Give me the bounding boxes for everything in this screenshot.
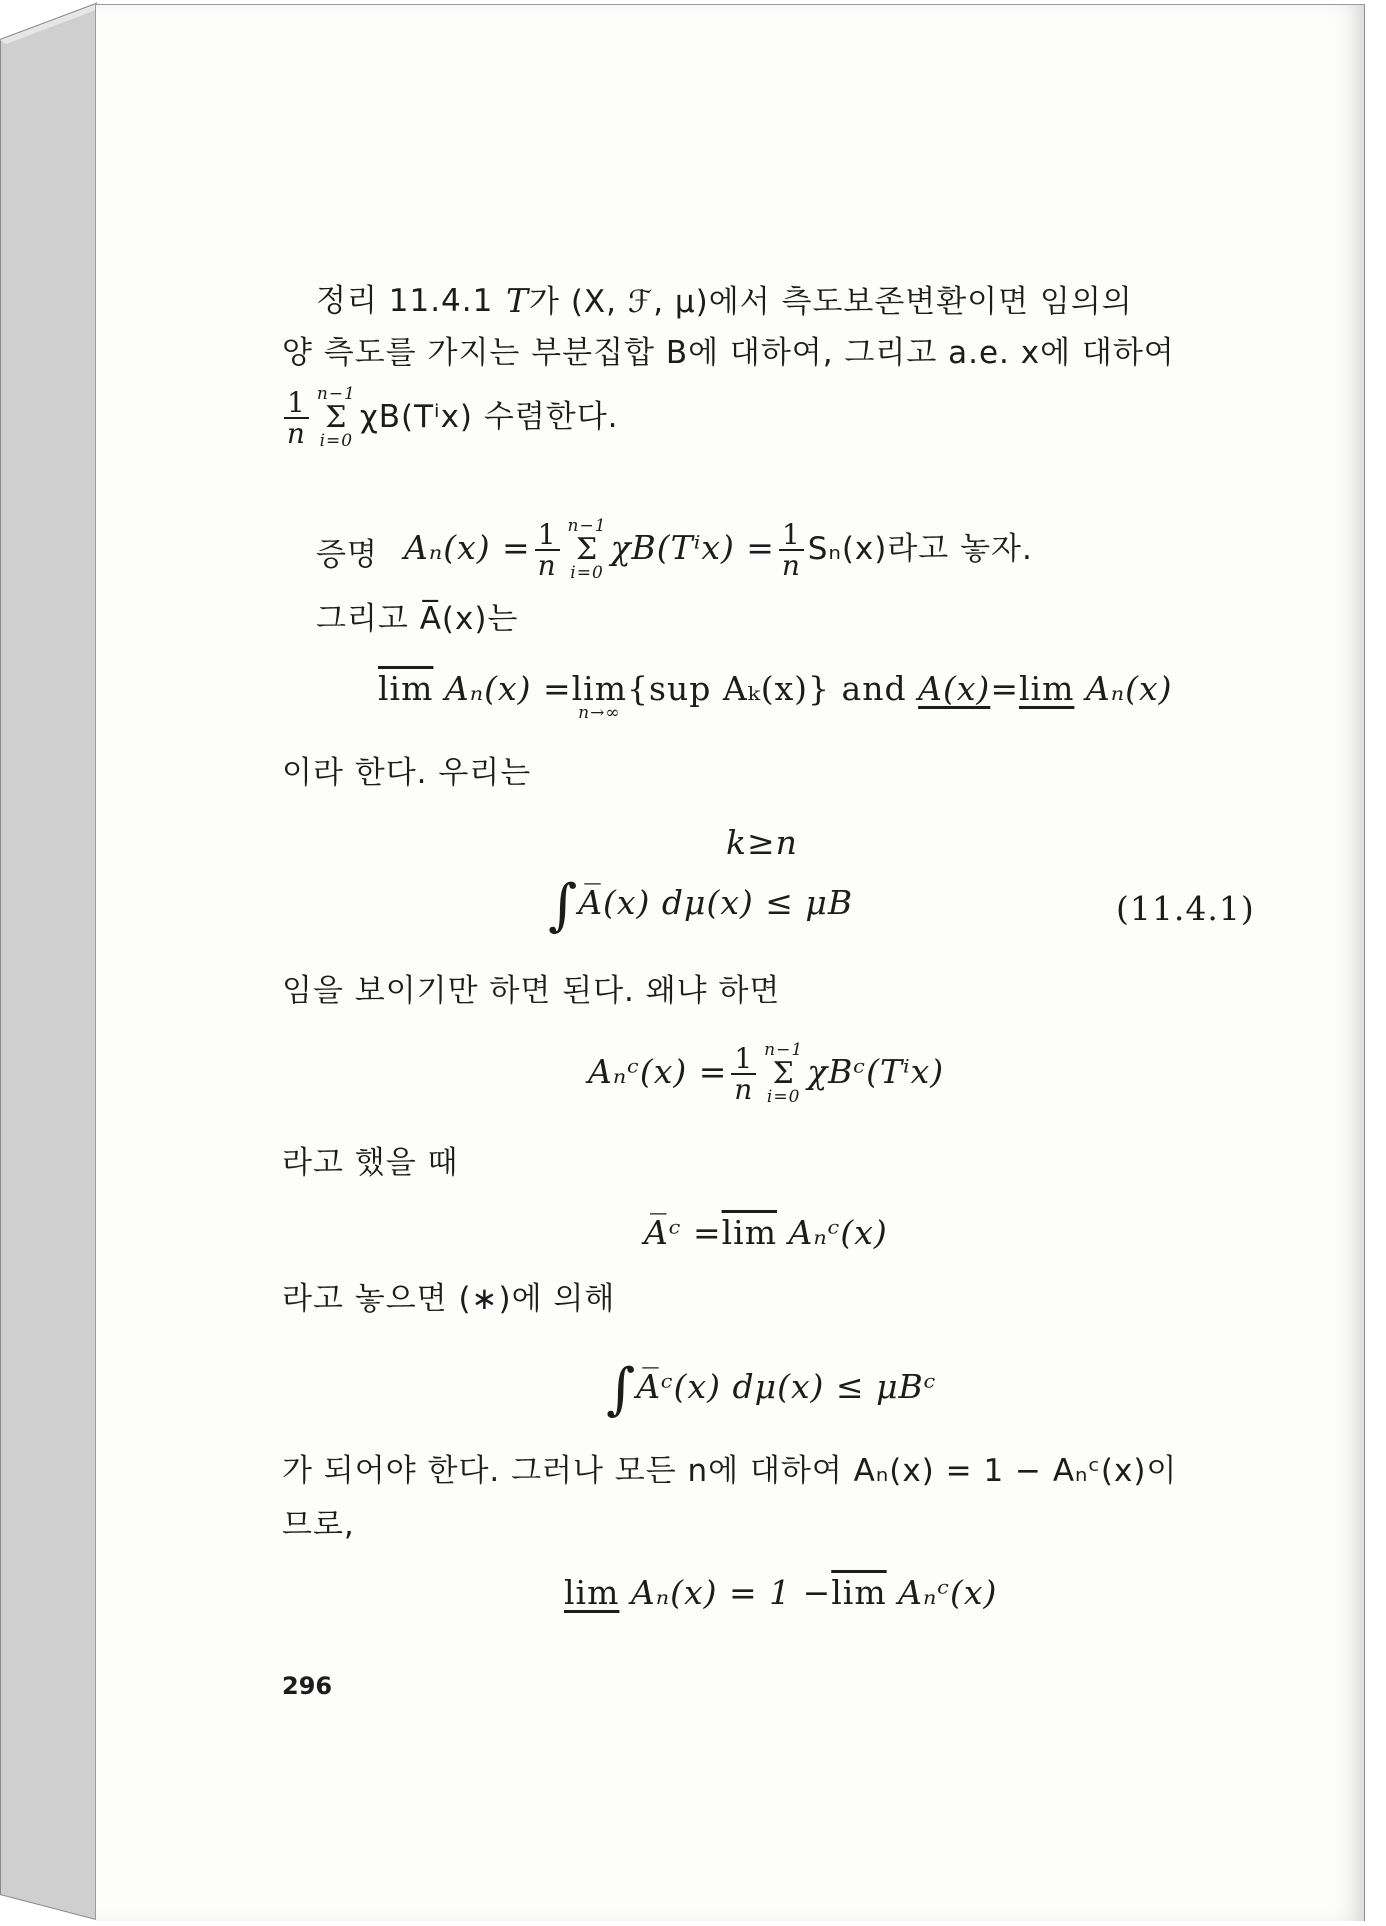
proof-label: 증명 [316,537,378,573]
proof-line-3: 이라 한다. 우리는 [282,755,532,791]
proof-line-5: 라고 했을 때 [282,1145,459,1181]
proof-line-2: 그리고 A̅(x)는 [316,601,519,637]
complement-integral: ∫A̅ᶜ(x) dμ(x) ≤ μBᶜ [606,1357,937,1422]
proof-line-6: 라고 놓으면 (∗)에 의해 [282,1281,616,1317]
complement-average: Aₙᶜ(x) = $\frac{1}{n}$ n−1 Σ i=0 χBᶜ(Tⁱx) [588,1040,945,1107]
limsup-definition: $\overline{lim}$ Aₙ(x) = lim n→∞ {sup Aₖ(x)} and A(x)=lim Aₙ(x) [378,669,1173,723]
proof-equation-1: Aₙ(x) = $\frac{1}{n}$ n−1 Σ i=0 χB(Tⁱx) = $\frac{1}{n}$ Sₙ(x)라고 놓자. [404,516,1033,583]
k-geq-n: k≥n [726,823,798,862]
proof-line-8: 므로, [282,1507,355,1543]
theorem-line2: 양 측도를 가지는 부분집합 B에 대하여, 그리고 a.e. x에 대하여 [282,335,1175,371]
theorem-line3: $\frac{1}{n}$ n−1 Σ i=0 χB(Tⁱx) 수렴한다. [280,386,619,450]
theorem-line1: T가 (X, ℱ, μ)에서 측도보존변환이면 임의의 [506,281,1133,320]
equation-11-4-1: ∫A̅(x) dμ(x) ≤ μB [548,873,854,938]
liminf-identity: $\lim A_n(x) = 1 -\overline{lim}$ Aₙᶜ(x) [564,1573,998,1612]
equation-number: (11.4.1) [1116,889,1255,928]
proof-line-4: 임을 보이기만 하면 된다. 왜냐 하면 [282,973,781,1009]
theorem-label: 정리 11.4.1 [316,283,494,319]
proof-line-7: 가 되어야 한다. 그러나 모든 n에 대하여 Aₙ(x) = 1 − Aₙᶜ(x)이 [282,1453,1178,1489]
page-number: 296 [282,1672,333,1700]
complement-limsup: A̅ᶜ $=\overline{lim}$ Aₙᶜ(x) [644,1213,888,1252]
